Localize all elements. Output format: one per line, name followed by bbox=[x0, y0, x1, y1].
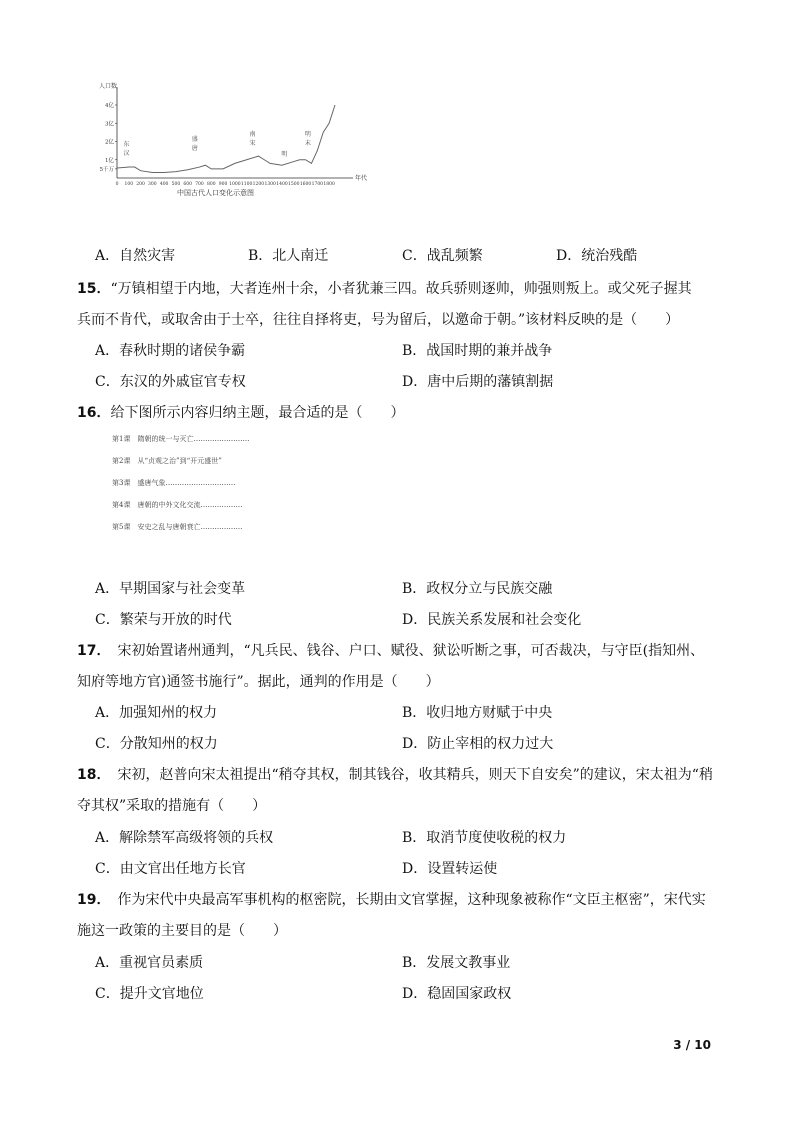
q16-stem bbox=[77, 404, 404, 422]
q16-text: 给下图所示内容归纳主题，最合适的是（ ） bbox=[110, 405, 405, 421]
q19-number: 19． bbox=[77, 892, 104, 908]
x-tick-label: 1800 bbox=[323, 182, 335, 187]
q19-option-b[interactable]: B．发展文教事业 bbox=[402, 955, 511, 971]
q18-option-b[interactable]: B．取消节度使收税的权力 bbox=[402, 830, 567, 846]
x-tick-label: 400 bbox=[159, 182, 169, 187]
x-tick-label: 1000 bbox=[229, 182, 241, 187]
q15-stem-line2: 兵而不肯代，或取舍由于士卒，往往自择将吏，号为留后，以邀命于朝。”该材料反映的是（ ） bbox=[77, 312, 680, 328]
toc-item: 第1课 隋朝的统一与灭亡…………………… bbox=[112, 435, 250, 443]
annotation-label-char: 宋 bbox=[249, 140, 256, 147]
q19-stem-line2: 施这一政策的主要目的是（ ） bbox=[77, 923, 287, 939]
q17-number: 17． bbox=[77, 643, 104, 659]
q15-text-1: “万镇相望于内地，大者连州十余，小者犹兼三四。故兵骄则逐帅，帅强则叛上。或父死子握其 bbox=[110, 281, 692, 297]
q14-option-b[interactable]: B．北人南迁 bbox=[248, 248, 329, 264]
x-axis-label: 年代 bbox=[355, 175, 368, 182]
q15-stem-line1 bbox=[77, 280, 692, 298]
toc-item: 第5课 安史之乱与唐朝衰亡……………… bbox=[112, 523, 243, 531]
q19-option-a[interactable]: A．重视官员素质 bbox=[95, 955, 204, 971]
annotation-label-char: 南 bbox=[249, 131, 256, 138]
x-tick-label: 700 bbox=[195, 182, 204, 187]
q18-stem-line2: 夺其权”采取的措施有（ ） bbox=[77, 798, 267, 814]
q15-option-d[interactable]: D．唐中后期的藩镇割据 bbox=[402, 374, 554, 390]
y-tick-label: 4亿 bbox=[105, 103, 114, 109]
q17-option-d[interactable]: D．防止宰相的权力过大 bbox=[402, 736, 554, 752]
x-tick-label: 0 bbox=[115, 182, 119, 187]
q19-text-1: 作为宋代中央最高军事机构的枢密院，长期由文官掌握，这种现象被称作“文臣主枢密”，宋代实 bbox=[103, 892, 706, 908]
x-tick-label: 1500 bbox=[288, 182, 300, 187]
q15-option-a[interactable]: A．春秋时期的诸侯争霸 bbox=[95, 343, 246, 359]
toc-item: 第4课 唐朝的中外文化交流……………… bbox=[112, 501, 243, 509]
q19-option-c[interactable]: C．提升文官地位 bbox=[95, 986, 204, 1002]
q18-option-c[interactable]: C．由文官出任地方长官 bbox=[95, 861, 246, 877]
q18-option-a[interactable]: A．解除禁军高级将领的兵权 bbox=[95, 830, 274, 846]
toc-item: 第3课 盛唐气象………………………… bbox=[112, 479, 236, 487]
q17-option-b[interactable]: B．收归地方财赋于中央 bbox=[402, 705, 553, 721]
y-tick-label: 2亿 bbox=[105, 139, 114, 146]
x-tick-label: 1200 bbox=[252, 182, 265, 187]
x-tick-label: 600 bbox=[183, 182, 192, 187]
x-tick-label: 300 bbox=[148, 182, 157, 187]
q14-option-a[interactable]: A．自然灾害 bbox=[95, 248, 176, 264]
q18-number: 18． bbox=[77, 767, 104, 783]
q17-stem-line2: 知府等地方官)通签书施行”。据此，通判的作用是（ ） bbox=[77, 674, 440, 690]
q16-option-d[interactable]: D．民族关系发展和社会变化 bbox=[402, 612, 582, 628]
q15-number: 15． bbox=[77, 281, 111, 297]
q19-stem-line1 bbox=[77, 891, 706, 909]
q16-number: 16． bbox=[77, 405, 111, 421]
x-tick-label: 1100 bbox=[240, 182, 253, 187]
toc-item: 第2课 从“贞观之治”到“开元盛世” bbox=[112, 457, 222, 465]
annotation-label-char: 盛 bbox=[191, 136, 198, 143]
annotation-label-char: 唐 bbox=[191, 145, 198, 152]
q16-option-a[interactable]: A．早期国家与社会变革 bbox=[95, 581, 246, 597]
y-tick-label: 3亿 bbox=[105, 121, 114, 128]
x-tick-label: 100 bbox=[124, 182, 134, 187]
x-tick-label: 800 bbox=[206, 182, 216, 187]
y-tick-label: 5千万 bbox=[99, 166, 114, 173]
y-axis-label: 人口数 bbox=[99, 83, 118, 90]
q14-option-d[interactable]: D．统治残酷 bbox=[556, 248, 638, 264]
x-tick-label: 1700 bbox=[311, 182, 324, 187]
q15-option-b[interactable]: B．战国时期的兼并战争 bbox=[402, 343, 553, 359]
x-tick-label: 900 bbox=[218, 182, 228, 187]
q19-option-d[interactable]: D．稳固国家政权 bbox=[402, 986, 512, 1002]
annotation-label: 明 bbox=[281, 151, 288, 158]
q17-option-a[interactable]: A．加强知州的权力 bbox=[95, 705, 218, 721]
y-tick-label: 1亿 bbox=[105, 157, 114, 164]
x-tick-label: 1300 bbox=[264, 182, 276, 187]
q15-option-c[interactable]: C．东汉的外戚宦官专权 bbox=[95, 374, 246, 390]
x-tick-label: 1600 bbox=[299, 182, 312, 187]
q16-option-c[interactable]: C．繁荣与开放的时代 bbox=[95, 612, 232, 628]
population-chart-svg bbox=[95, 75, 368, 200]
q18-stem-line1 bbox=[77, 766, 713, 784]
x-tick-label: 500 bbox=[171, 182, 181, 187]
annotation-label-char: 明 bbox=[304, 131, 311, 138]
q16-contents-image bbox=[112, 434, 282, 534]
q16-option-b[interactable]: B．政权分立与民族交融 bbox=[402, 581, 553, 597]
annotation-label-char: 末 bbox=[304, 140, 311, 147]
population-chart bbox=[95, 75, 368, 200]
annotation-label-char: 汉 bbox=[123, 150, 130, 157]
x-tick-label: 1400 bbox=[276, 182, 288, 187]
x-tick-label: 200 bbox=[136, 182, 145, 187]
q17-stem-line1 bbox=[77, 642, 704, 660]
chart-caption: 中国古代人口变化示意图 bbox=[177, 189, 254, 197]
population-line bbox=[117, 105, 335, 173]
q17-text-1: 宋初始置诸州通判，“凡兵民、钱谷、户口、赋役、狱讼听断之事，可否裁决，与守臣(指知州、 bbox=[103, 643, 705, 659]
page-number: 3 / 10 bbox=[673, 1038, 711, 1052]
q18-text-1: 宋初，赵普向宋太祖提出“稍夺其权，制其钱谷，收其精兵，则天下自安矣”的建议，宋太祖为“稍 bbox=[103, 767, 713, 783]
q14-option-c[interactable]: C．战乱频繁 bbox=[402, 248, 483, 264]
q17-option-c[interactable]: C．分散知州的权力 bbox=[95, 736, 218, 752]
annotation-label-char: 东 bbox=[123, 141, 130, 148]
q18-option-d[interactable]: D．设置转运使 bbox=[402, 861, 498, 877]
